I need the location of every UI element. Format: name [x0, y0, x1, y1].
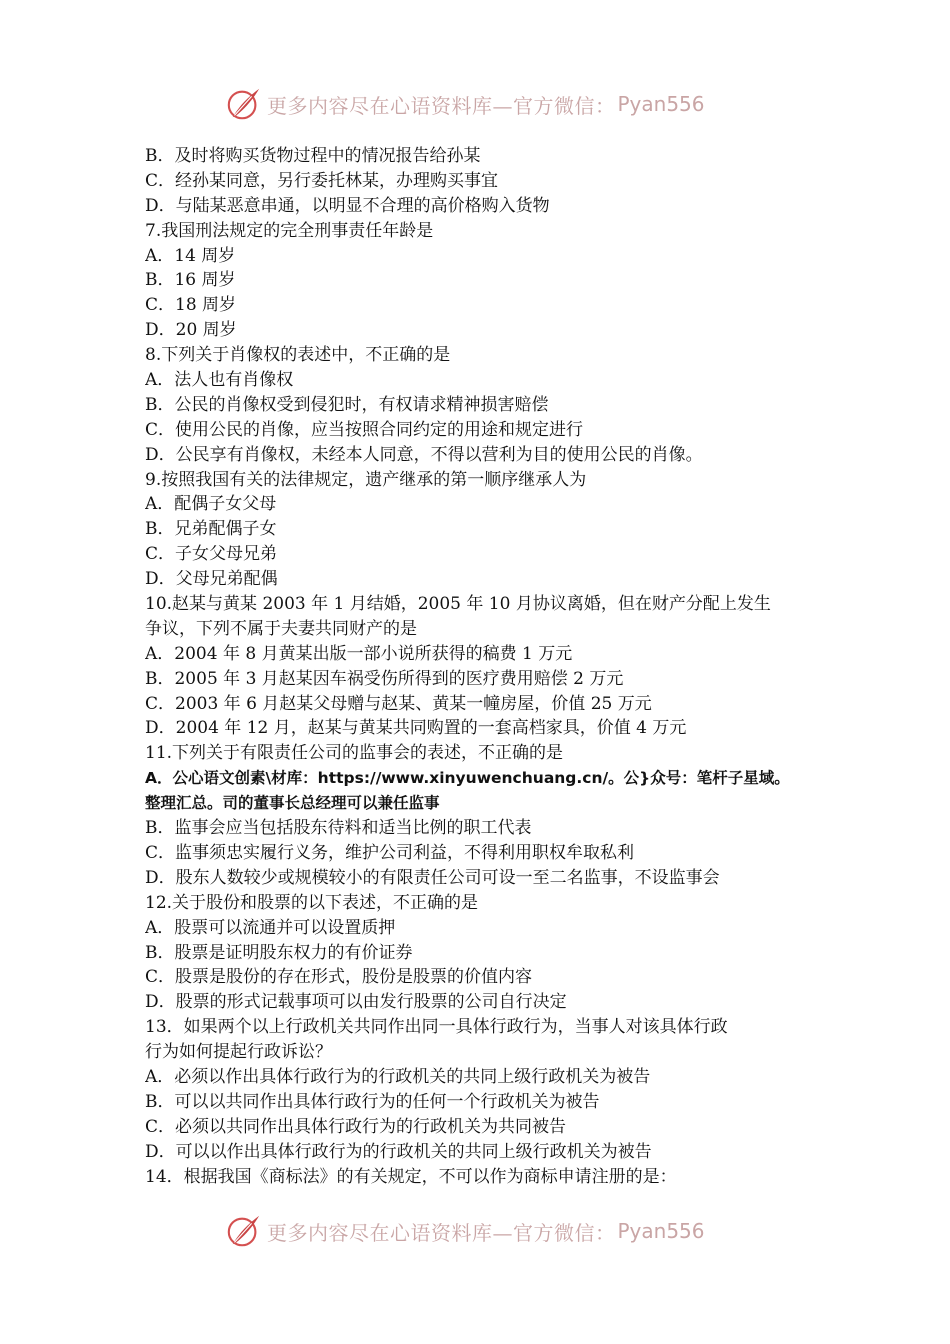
question-13: 13．如果两个以上行政机关共同作出同一具体行政行为，当事人对该具体行政 — [145, 1017, 728, 1038]
option-line: C．使用公民的肖像，应当按照合同约定的用途和规定进行 — [145, 419, 584, 440]
option-line: C．股票是股份的存在形式，股份是股票的价值内容 — [145, 967, 533, 988]
text-line: D．与陆某恶意串通，以明显不合理的高价格购入货物 — [145, 195, 550, 216]
option-line: B．兄弟配偶子女 — [145, 519, 277, 540]
option-line: C．2003 年 6 月赵某父母赠与赵某、黄某一幢房屋，价值 25 万元 — [145, 693, 652, 714]
question-9: 9.按照我国有关的法律规定，遗产继承的第一顺序继承人为 — [145, 469, 587, 490]
option-line: C．子女父母兄弟 — [145, 544, 278, 565]
option-line: B．16 周岁 — [145, 270, 236, 291]
footer-watermark-banner — [225, 1211, 745, 1251]
option-line: B．2005 年 3 月赵某因车祸受伤所得到的医疗费用赔偿 2 万元 — [145, 668, 624, 689]
document-body — [145, 144, 825, 1189]
question-10: 10.赵某与黄某 2003 年 1 月结婚，2005 年 10 月协议离婚，但在财产分配上发生 — [145, 594, 771, 615]
question-10-cont: 争议，下列不属于夫妻共同财产的是 — [145, 618, 417, 639]
question-8: 8.下列关于肖像权的表述中，不正确的是 — [145, 345, 451, 366]
option-line: A．股票可以流通并可以设置质押 — [145, 917, 396, 938]
banner-wechat-id: Pyan556 — [617, 1219, 705, 1243]
option-line: D．父母兄弟配偶 — [145, 569, 278, 590]
option-line: D．股票的形式记载事项可以由发行股票的公司自行决定 — [145, 992, 567, 1013]
option-line: A．2004 年 8 月黄某出版一部小说所获得的稿费 1 万元 — [145, 643, 573, 664]
option-line: C．必须以共同作出具体行政行为的行政机关为共同被告 — [145, 1116, 567, 1137]
option-line: C．监事须忠实履行义务，维护公司利益，不得利用职权牟取私利 — [145, 842, 635, 863]
question-7: 7.我国刑法规定的完全刑事责任年龄是 — [145, 220, 434, 241]
option-line: A．必须以作出具体行政行为的行政机关的共同上级行政机关为被告 — [145, 1066, 651, 1087]
quill-logo-icon — [225, 85, 263, 123]
option-line: C．18 周岁 — [145, 295, 237, 316]
option-line: D．公民享有肖像权，未经本人同意，不得以营利为目的使用公民的肖像。 — [145, 444, 703, 465]
question-13-cont: 行为如何提起行政诉讼？ — [145, 1042, 332, 1063]
inserted-ad-line-cont: 整理汇总。司的董事长总经理可以兼任监事 — [145, 794, 440, 813]
option-line: B．监事会应当包括股东待料和适当比例的职工代表 — [145, 818, 532, 839]
banner-wechat-id: Pyan556 — [617, 92, 705, 116]
question-11: 11.下列关于有限责任公司的监事会的表述，不正确的是 — [145, 743, 564, 764]
option-line: D．2004 年 12 月，赵某与黄某共同购置的一套高档家具，价值 4 万元 — [145, 718, 687, 739]
quill-logo-icon — [225, 1212, 263, 1250]
option-line: B．股票是证明股东权力的有价证券 — [145, 942, 413, 963]
text-line: C．经孙某同意，另行委托林某，办理购买事宜 — [145, 170, 499, 191]
text-line: B．及时将购买货物过程中的情况报告给孙某 — [145, 146, 481, 166]
question-14: 14．根据我国《商标法》的有关规定，不可以作为商标申请注册的是： — [145, 1166, 677, 1187]
banner-text: 更多内容尽在心语资料库—官方微信： — [267, 1220, 616, 1245]
inserted-ad-line: A．公心语文创素\材库：https://www.xinyuwenchuang.cn/。公}众号：笔杆子星域。 — [145, 769, 790, 788]
option-line: A．配偶子女父母 — [145, 494, 277, 515]
option-line: B．可以以共同作出具体行政行为的任何一个行政机关为被告 — [145, 1091, 600, 1112]
option-line: D．股东人数较少或规模较小的有限责任公司可设一至二名监事，不设监事会 — [145, 867, 720, 888]
banner-text: 更多内容尽在心语资料库—官方微信： — [267, 93, 616, 118]
option-line: A．法人也有肖像权 — [145, 370, 294, 391]
option-line: B．公民的肖像权受到侵犯时，有权请求精神损害赔偿 — [145, 394, 549, 415]
option-line: D．20 周岁 — [145, 320, 237, 341]
question-12: 12.关于股份和股票的以下表述，不正确的是 — [145, 892, 479, 913]
option-line: A．14 周岁 — [145, 245, 236, 266]
header-watermark-banner — [225, 84, 745, 124]
option-line: D．可以以作出具体行政行为的行政机关的共同上级行政机关为被告 — [145, 1141, 652, 1162]
